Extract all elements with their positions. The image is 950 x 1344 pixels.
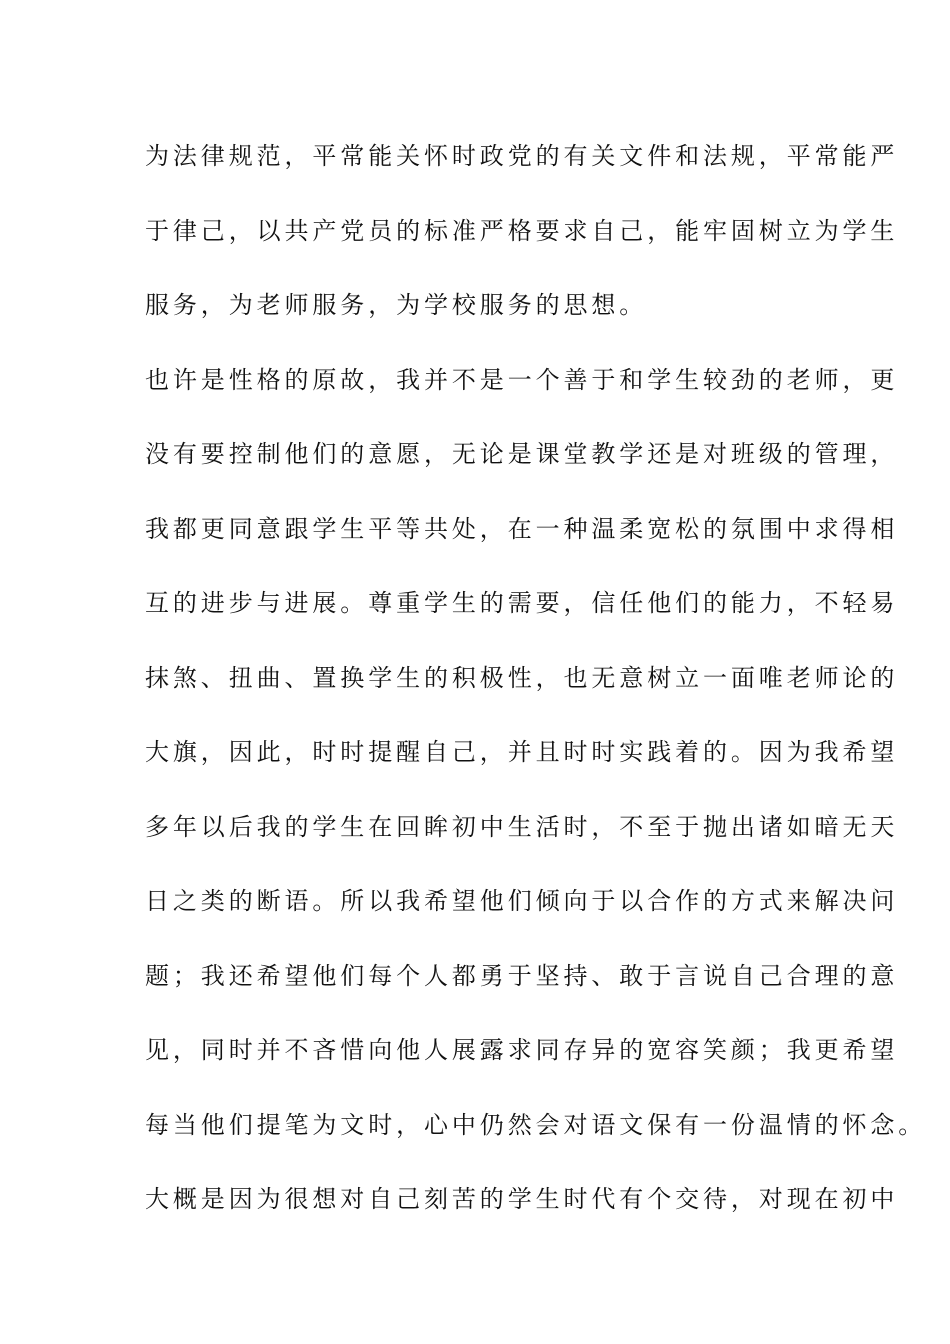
text-line-12: 题；我还希望他们每个人都勇于坚持、敢于言说自己合理的意: [145, 961, 899, 990]
text-line-11: 日之类的断语。所以我希望他们倾向于以合作的方式来解决问: [145, 887, 899, 915]
text-line-15: 大概是因为很想对自己刻苦的学生时代有个交待，对现在初中: [145, 1185, 899, 1213]
text-line-4: 也许是性格的原故，我并不是一个善于和学生较劲的老师，更: [145, 365, 899, 394]
text-line-5: 没有要控制他们的意愿，无论是课堂教学还是对班级的管理，: [145, 440, 899, 468]
text-line-1: 为法律规范，平常能关怀时政党的有关文件和法规，平常能严: [145, 142, 899, 170]
text-line-7: 互的进步与进展。尊重学生的需要，信任他们的能力，不轻易: [145, 589, 899, 617]
text-line-9: 大旗，因此，时时提醒自己，并且时时实践着的。因为我希望: [145, 738, 899, 766]
text-line-10: 多年以后我的学生在回眸初中生活时，不至于抛出诸如暗无天: [145, 812, 899, 841]
text-line-2: 于律己，以共产党员的标准严格要求自己，能牢固树立为学生: [145, 216, 899, 245]
text-line-6: 我都更同意跟学生平等共处，在一种温柔宽松的氛围中求得相: [145, 514, 899, 543]
body-text: [145, 130, 927, 1248]
text-line-13: 见，同时并不吝惜向他人展露求同存异的宽容笑颜；我更希望: [145, 1036, 899, 1064]
text-line-14: 每当他们提笔为文时，心中仍然会对语文保有一份温情的怀念。: [145, 1110, 927, 1139]
text-line-3: 服务，为老师服务，为学校服务的思想。: [145, 291, 648, 319]
text-line-8: 抹煞、扭曲、置换学生的积极性，也无意树立一面唯老师论的: [145, 663, 899, 692]
